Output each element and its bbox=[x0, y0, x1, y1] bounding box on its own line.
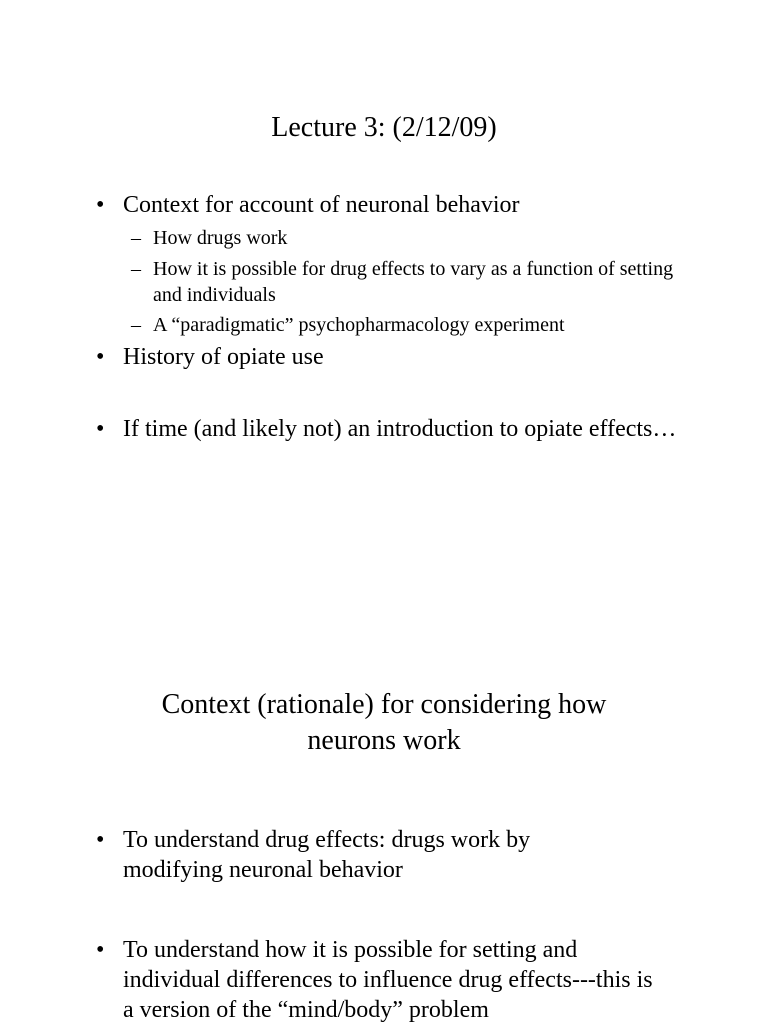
bullet-text: Context for account of neuronal behavior bbox=[123, 192, 520, 218]
bullet-mind-body bbox=[96, 935, 696, 1025]
sub-bullet-marker: – bbox=[131, 258, 141, 280]
sub-bullet-marker: – bbox=[131, 227, 141, 249]
bullet-history-opiate bbox=[96, 342, 696, 372]
slide-2-title-text: Context (rationale) for considering how neurons work bbox=[161, 689, 607, 756]
bullet-marker: • bbox=[96, 937, 105, 963]
sub-bullet-how-drugs-work bbox=[131, 225, 691, 251]
slide-2 bbox=[0, 660, 768, 1024]
bullet-text: History of opiate use bbox=[123, 344, 324, 370]
bullet-if-time bbox=[96, 414, 696, 444]
bullet-marker: • bbox=[96, 416, 105, 442]
bullet-context bbox=[96, 190, 696, 220]
bullet-text: To understand how it is possible for setting and individual differences to influence drug effects---this is a version of the “mind/body” problem bbox=[123, 937, 653, 1023]
sub-bullet-text: How drugs work bbox=[153, 227, 288, 249]
sub-bullet-text: A “paradigmatic” psychopharmacology experiment bbox=[153, 314, 565, 336]
bullet-marker: • bbox=[96, 192, 105, 218]
bullet-understand-drug-effects bbox=[96, 825, 696, 885]
sub-bullet-paradigmatic-experiment bbox=[131, 312, 691, 338]
bullet-text: To understand drug effects: drugs work by modifying neuronal behavior bbox=[123, 827, 531, 883]
sub-bullet-marker: – bbox=[131, 314, 141, 336]
sub-bullet-drug-effects-vary bbox=[131, 256, 691, 308]
bullet-marker: • bbox=[96, 827, 105, 853]
bullet-marker: • bbox=[96, 344, 105, 370]
bullet-text: If time (and likely not) an introduction to opiate effects… bbox=[123, 416, 677, 442]
sub-bullet-text: How it is possible for drug effects to vary as a function of setting and individuals bbox=[153, 258, 674, 306]
slide-1-title: Lecture 3: (2/12/09) bbox=[271, 112, 497, 143]
slide-2-title bbox=[124, 687, 644, 759]
